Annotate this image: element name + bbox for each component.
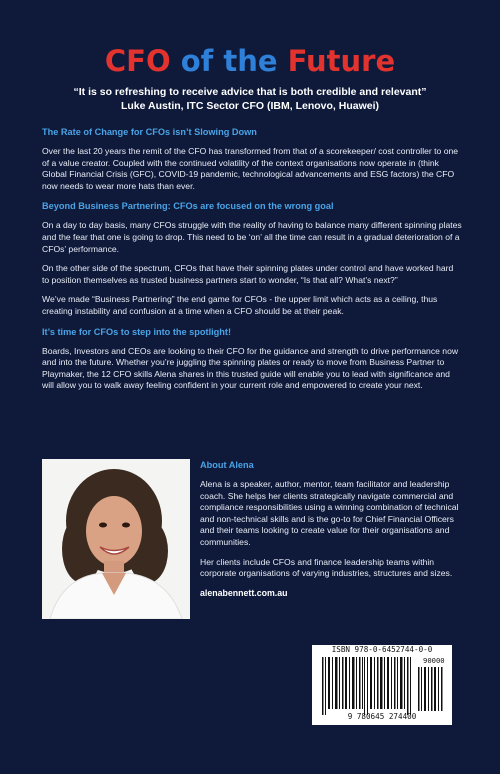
section-paragraph: On the other side of the spectrum, CFOs that have their spinning plates under control and have worked hard to position themselves as trusted business partners start to wonder, “Is that all? What’s next?”: [42, 263, 454, 285]
isbn-label: ISBN 978-0-6452744-0-0: [331, 645, 433, 654]
section-paragraph: Over the last 20 years the remit of the CFO has transformed from that of a scorekeeper/ cost controller to one of a value creator. Coupled with the continued volatility of the context organisations now operate in (think Global Financial Crisis (GFC), COVID-19 pandemic, technological advancements and ESG factors) the CFO now needs to wear more hats than ever.: [42, 146, 459, 191]
section-paragraph: On a day to day basis, many CFOs struggle with the reality of having to balance many different spinning plates and the fear that one is going to drop. This need to be ‘on’ all the time can result in a gradual deterioration of a CFOs’ performance.: [42, 220, 462, 254]
author-photo: [42, 459, 190, 619]
barcode-digits: 9 780645 274400: [347, 712, 417, 721]
title-part-cfo: CFO: [104, 44, 181, 78]
book-title: [0, 44, 500, 78]
title-part-of-the: of the: [180, 44, 288, 78]
endorsement-quote: [0, 85, 500, 113]
section-heading-beyond-partnering: Beyond Business Partnering: CFOs are focused on the wrong goal: [42, 201, 334, 212]
barcode-addon-number: 90000: [423, 656, 445, 665]
section-heading-rate-of-change: The Rate of Change for CFOs isn’t Slowing Down: [42, 127, 257, 137]
about-paragraph: Alena is a speaker, author, mentor, team facilitator and leadership coach. She helps her clients strategically navigate commercial and compliance responsibilities using a winning combination of technical and non-technical skills and is the go-to for Chief Financial Officers and their teams looking to create value for their organisations and communities.: [200, 479, 459, 547]
quote-text: “It is so refreshing to receive advice that is both credible and relevant”: [73, 86, 427, 98]
quote-attribution: Luke Austin, ITC Sector CFO (IBM, Lenovo, Huawei): [120, 100, 380, 112]
section-heading-spotlight: It’s time for CFOs to step into the spotlight!: [42, 326, 232, 337]
about-heading: About Alena: [200, 460, 254, 470]
about-author: [200, 459, 462, 598]
about-paragraph: Her clients include CFOs and finance leadership teams within corporate organisations of varying industries, structures and sizes.: [200, 556, 453, 579]
blurb: [42, 126, 462, 400]
author-website-link[interactable]: alenabennett.com.au: [200, 587, 288, 598]
section-paragraph: We’ve made “Business Partnering” the end game for CFOs - the upper limit which acts as a ceiling, thus creating instability and confusion at a time when a CFO should be at their peak.: [42, 294, 438, 316]
section-paragraph: Boards, Investors and CEOs are looking to their CFO for the guidance and strength to drive performance now and into the future. Whether you’re juggling the spinning plates or ready to move from Business Partner to Playmaker, the 12 CFO skills Alena shares in this trusted guide will enable you to lead with significance and will allow you to walk away feeling confident in your current role and empowered to create your next.: [42, 345, 459, 391]
title-part-future: Future: [287, 44, 396, 78]
author-portrait-image: [42, 459, 190, 619]
